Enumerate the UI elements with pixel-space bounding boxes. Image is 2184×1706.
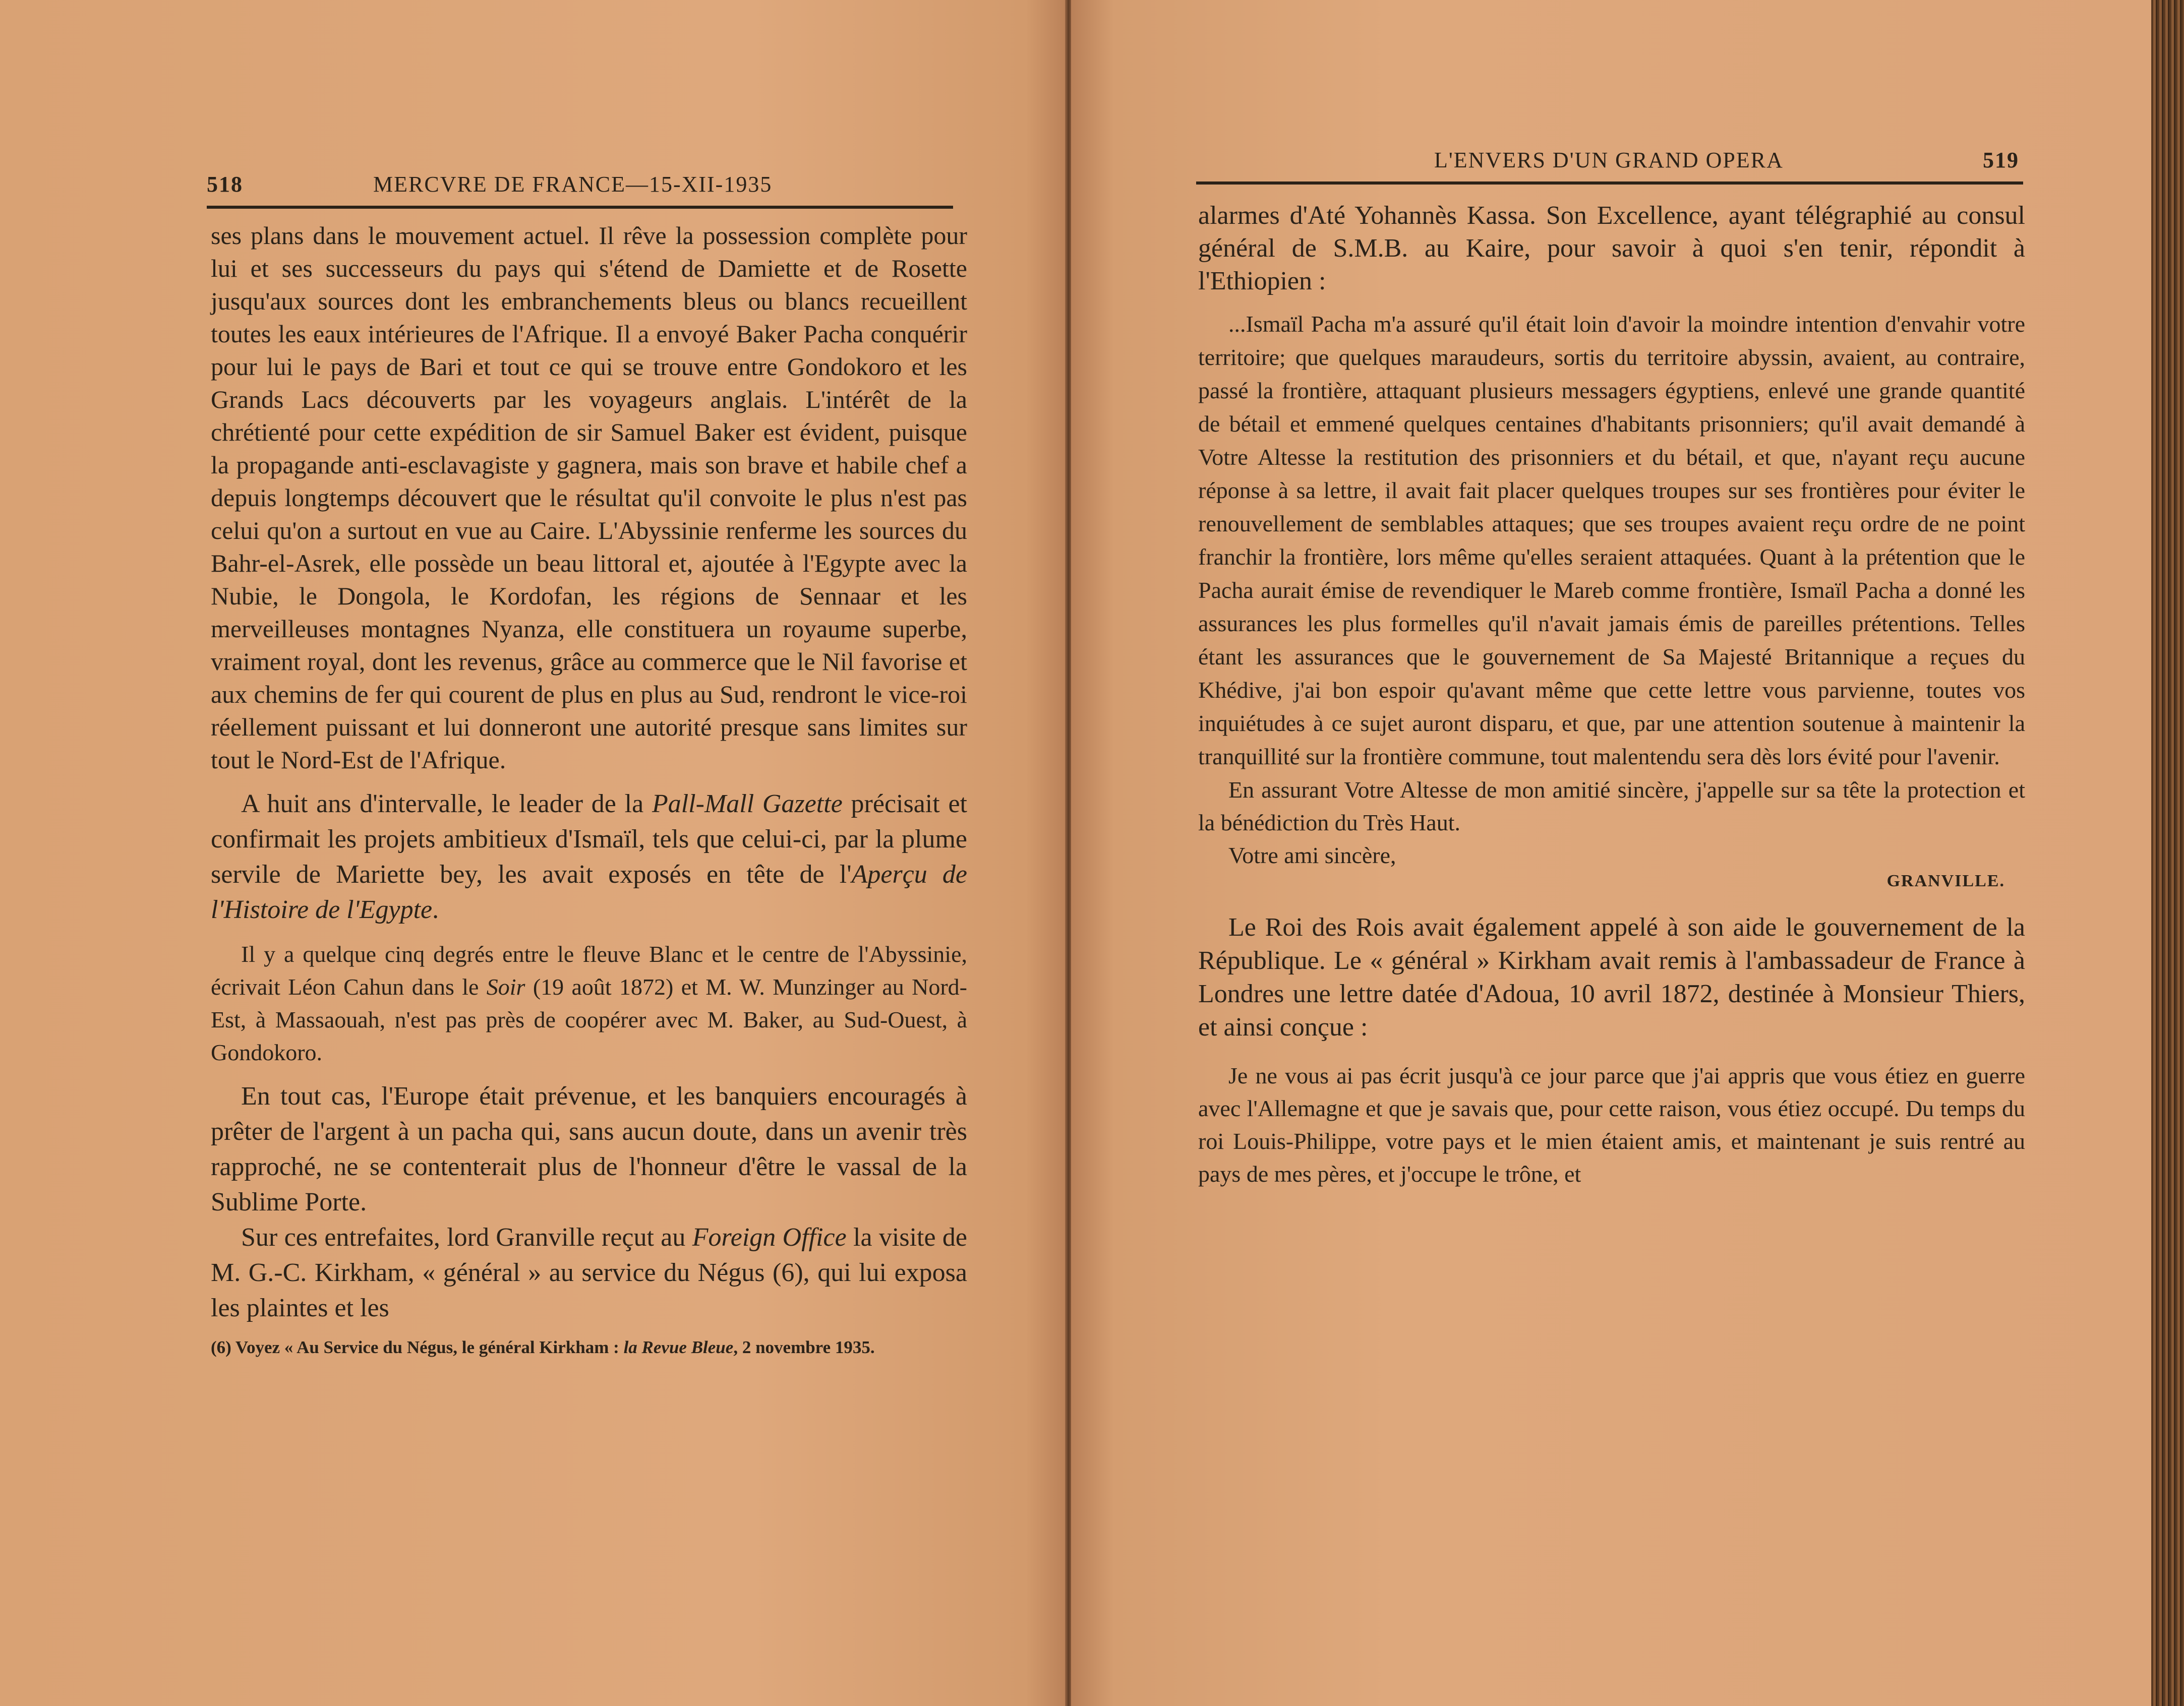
p2-text-a: A huit ans d'intervalle, le leader de la <box>241 789 652 818</box>
p2-text-c: . <box>432 895 439 924</box>
left-quote-1 <box>211 938 967 1069</box>
right-paragraph-2: Le Roi des Rois avait également appelé à son aide le gouvernement de la République. Le « général » Kirkham avait remis à l'ambassadeur de France à Londres une lettre datée d'Adoua, 10 avril 1872, destinée à Monsieur Thiers, et ainsi conçue : <box>1198 913 2025 1042</box>
left-paragraph-3: En tout cas, l'Europe était prévenue, et les banquiers encouragés à prêter de l'argent à un pacha qui, sans aucun doute, dans un avenir très rapproché, ne se contenterait plus de l'honneur d'être le vassal de la Sublime Porte. <box>211 1082 967 1216</box>
q1-text-a: Il y a quelque cinq degrés entre le fleuve Blanc et le centre de l'Abyssinie, écrivait Léon Cahun dans le <box>211 941 967 1000</box>
p4-italic: Foreign Office <box>692 1223 847 1252</box>
left-page <box>0 0 1068 1706</box>
p2-italic-1: Pall-Mall Gazette <box>652 789 843 818</box>
page-number-right: 519 <box>1983 148 2019 172</box>
signature-granville: GRANVILLE. <box>1886 872 2005 890</box>
right-quote-2: En assurant Votre Altesse de mon amitié sincère, j'appelle sur sa tête la protection et la bénédiction du Très Haut. <box>1198 777 2025 835</box>
fn-italic: la Revue Bleue <box>623 1337 734 1357</box>
right-page <box>1071 0 2151 1706</box>
p2-italic-2: Aperçu de l'Histoire de l'Egypte <box>211 860 967 924</box>
p4-text-a: Sur ces entrefaites, lord Granville reçut au <box>241 1223 692 1252</box>
header-rule-right <box>1196 181 2023 185</box>
fn-text-a: (6) Voyez « Au Service du Négus, le général Kirkham : <box>211 1337 624 1357</box>
running-head-left: MERCVRE DE FRANCE—15-XII-1935 <box>373 172 773 197</box>
page-number-left: 518 <box>207 172 243 197</box>
p2-text-b: précisait et confirmait les projets ambitieux d'Ismaïl, tels que celui-ci, par la plume servile de Mariette bey, les avait exposés en tête de l' <box>211 789 967 889</box>
left-body <box>211 219 967 1359</box>
right-quote-1: ...Ismaïl Pacha m'a assuré qu'il était loin d'avoir la moindre intention d'envahir votre territoire; que quelques maraudeurs, sortis du territoire abyssin, avaient, au contraire, passé la frontière, attaquant plusieurs messagers égyptiens, enlevé une grande quantité de bétail et emmené quelques centaines d'habitants prisonniers; qu'il avait demandé à Votre Altesse la restitution des prisonniers et du bétail, et que, n'ayant reçu aucune réponse à sa lettre, il avait fait placer quelques troupes sur ses frontières pour éviter le renouvellement de semblables attaques; que ses troupes avaient reçu ordre de ne point franchir la frontière, lors même qu'elles seraient attaquées. Quant à la prétention que le Pacha aurait émise de revendiquer le Mareb comme frontière, Ismaïl Pacha a donné les assurances les plus formelles qu'il n'avait jamais émis de pareilles prétentions. Telles étant les assurances que le gouvernement de Sa Majesté Britannique a reçues du Khédive, j'ai bon espoir qu'avant même que cette lettre vous parvienne, toutes vos inquiétudes à ce sujet auront disparu, et que, par une attention soutenue à maintenir la tranquillité sur la frontière commune, tout malentendu sera dès lors évité pour l'avenir. <box>1198 311 2025 769</box>
left-paragraph-4 <box>211 1220 967 1326</box>
header-rule-left <box>207 206 953 209</box>
book-page-edges <box>2151 0 2184 1706</box>
left-paragraph-2 <box>211 786 967 928</box>
right-paragraph-1: alarmes d'Até Yohannès Kassa. Son Excellence, ayant télégraphié au consul général de S.M.B. au Kaire, pour savoir à quoi s'en tenir, répondit à l'Ethiopien : <box>1198 201 2025 295</box>
p4-text-b: la visite de M. G.-C. Kirkham, « général » au service du Négus (6), qui lui exposa les plaintes et les <box>211 1223 967 1322</box>
left-paragraph-1: ses plans dans le mouvement actuel. Il rêve la possession complète pour lui et ses successeurs du pays qui s'étend de Damiette et de Rosette jusqu'aux sources dont les embranchements bleus ou blancs recueillent toutes les eaux intérieures de l'Afrique. Il a envoyé Baker Pacha conquérir pour lui le pays de Bari et tout ce qui se trouve entre Gondokoro et les Grands Lacs découverts par les voyageurs anglais. L'intérêt de la chrétienté pour cette expédition de sir Samuel Baker est évident, puisque la propagande anti-esclavagiste y gagnera, mais son brave et habile chef a depuis longtemps découvert que le résultat qu'il convoite le plus n'est pas celui qu'on a surtout en vue au Caire. L'Abyssinie renferme les sources du Bahr-el-Asrek, elle possède un beau littoral et, ajoutée à l'Egypte avec la Nubie, le Dongola, le Kordofan, les régions de Sennaar et les merveilleuses montagnes Nyanza, elle constituera un royaume superbe, vraiment royal, dont les revenus, grâce au commerce que le Nil favorise et aux chemins de fer qui courent de plus en plus au Sud, rendront le vice-roi réellement puissant et lui donneront une autorité presque sans limites sur tout le Nord-Est de l'Afrique. <box>211 221 967 774</box>
q1-text-b: (19 août 1872) et M. W. Munzinger au Nord-Est, à Massaouah, n'est pas près de coopérer avec M. Baker, au Sud-Ouest, à Gondokoro. <box>211 974 967 1065</box>
footnote-6 <box>211 1336 967 1359</box>
right-body <box>1198 199 2025 1190</box>
right-quote-3: Votre ami sincère, <box>1228 842 1396 868</box>
fn-text-b: , 2 novembre 1935. <box>733 1337 875 1357</box>
running-head-right: L'ENVERS D'UN GRAND OPERA <box>1434 148 1784 172</box>
right-quote-4: Je ne vous ai pas écrit jusqu'à ce jour parce que j'ai appris que vous étiez en guerre avec l'Allemagne et que je savais que, pour cette raison, vous étiez occupé. Du temps du roi Louis-Philippe, votre pays et le mien étaient amis, et maintenant je suis rentré au pays de mes pères, et j'occupe le trône, et <box>1198 1063 2025 1187</box>
q1-italic: Soir <box>486 974 525 1000</box>
